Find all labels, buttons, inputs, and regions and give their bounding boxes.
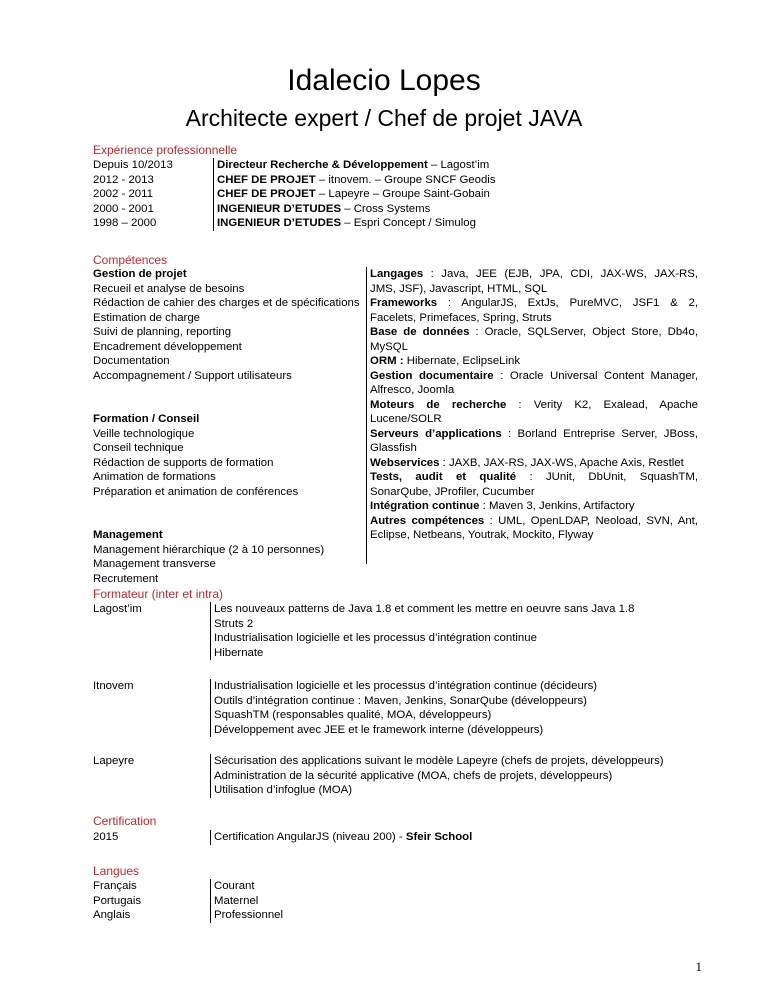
tech-line: Alfresco, Joomla: [370, 384, 455, 396]
tech-label: Frameworks: [370, 297, 438, 309]
certification-school: Sfeir School: [405, 831, 473, 843]
competence-item: Accompagnement / Support utilisateurs: [93, 369, 292, 382]
tech-value: : Borland Entreprise Server, JBoss,: [501, 427, 698, 440]
competence-group-title: Formation / Conseil: [93, 413, 200, 425]
tech-value: : JUnit, DbUnit, SquashTM,: [516, 471, 698, 483]
tech-label: Serveurs d’applications: [370, 427, 502, 440]
competence-item: Préparation et animation de conférences: [93, 485, 299, 498]
tech-line: JMS, JSF), Javascript, HTML, SQL: [370, 282, 548, 295]
formateur-items: [210, 754, 664, 798]
competence-item: Suivi de planning, reporting: [93, 326, 232, 338]
experience-date: Depuis 10/2013: [93, 159, 173, 171]
tech-value: : Oracle, SQLServer, Object Store, Db4o,: [469, 326, 698, 338]
tech-value: : Verity K2, Exalead, Apache: [506, 398, 698, 411]
page-number: 1: [695, 959, 702, 974]
langue-level: Courant: [214, 880, 255, 892]
competence-item: Management transverse: [93, 558, 216, 570]
certification-year: 2015: [93, 831, 119, 843]
tech-line: SonarQube, JProfiler, Cucumber: [370, 485, 535, 498]
competence-item: Animation de formations: [93, 471, 216, 483]
tech-line: [370, 296, 698, 311]
competence-item: Encadrement développement: [93, 340, 242, 353]
langue-name: Français: [93, 880, 137, 892]
experience-date: 2000 - 2001: [93, 202, 154, 215]
formateur-org: Itnovem: [93, 680, 134, 692]
competences-tech: [366, 267, 698, 564]
experience-org: – Lagost’im: [427, 159, 490, 171]
tech-value: : Oracle Universal Content Manager,: [493, 369, 698, 382]
experience-role: Directeur Recherche & Développement: [217, 159, 428, 171]
tech-value: : UML, OpenLDAP, Neoload, SVN, Ant,: [484, 514, 698, 527]
tech-line: Lucene/SOLR: [370, 413, 442, 425]
competences-left: [93, 267, 360, 586]
cv-name: Idalecio Lopes: [287, 64, 481, 97]
tech-value: : Maven 3, Jenkins, Artifactory: [479, 500, 635, 512]
tech-line: [370, 427, 698, 442]
formateur-item: Struts 2: [214, 617, 254, 630]
experience-item: [217, 187, 496, 202]
experience-org: – Lapeyre – Groupe Saint-Gobain: [315, 188, 490, 200]
formateur-item: Outils d’intégration continue : Maven, Jenkins, SonarQube (développeurs): [214, 694, 587, 707]
experience-org: – Espri Concept / Simulog: [341, 217, 476, 229]
experience-dates: [93, 158, 173, 231]
tech-label: Langages: [370, 268, 424, 280]
tech-value: : Java, JEE (EJB, JPA, CDI, JAX-WS, JAX-RS,: [423, 268, 698, 280]
formateur-item: Les nouveaux patterns de Java 1.8 et comment les mettre en oeuvre sans Java 1.8: [214, 603, 635, 615]
experience-org: – Cross Systems: [341, 202, 431, 215]
formateur-items: [210, 602, 634, 660]
tech-line: [370, 514, 698, 529]
tech-label: Gestion documentaire: [370, 369, 494, 382]
tech-line: [370, 267, 698, 282]
tech-value: Hibernate, EclipseLink: [403, 355, 521, 367]
formateur-org: Lapeyre: [93, 755, 135, 767]
formateur-item: Industrialisation logicielle et les processus d’intégration continue: [214, 632, 537, 644]
tech-line: MySQL: [370, 340, 408, 353]
competence-item: Veille technologique: [93, 427, 195, 440]
competence-item: Rédaction de supports de formation: [93, 456, 274, 469]
formateur-item: Administration de la sécurité applicative (MOA, chefs de projets, développeurs): [214, 769, 613, 782]
cv-title: Architecte expert / Chef de projet JAVA: [185, 105, 583, 131]
tech-line: [370, 456, 698, 471]
competence-item: Recrutement: [93, 572, 159, 585]
tech-line: [370, 398, 698, 413]
langue-level: Professionnel: [214, 909, 284, 921]
formateur-item: Utilisation d’infoglue (MOA): [214, 784, 353, 796]
competence-item: Documentation: [93, 355, 170, 367]
section-heading-competences: Compétences: [93, 253, 168, 267]
tech-line: [370, 499, 698, 514]
formateur-item: Hibernate: [214, 646, 264, 659]
tech-line: [370, 325, 698, 340]
langue-level: Maternel: [214, 894, 259, 907]
section-heading-certification: Certification: [93, 814, 157, 828]
tech-value: : JAXB, JAX-RS, JAX-WS, Apache Axis, Restlet: [439, 456, 684, 469]
tech-line: [370, 470, 698, 485]
formateur-item: SquashTM (responsables qualité, MOA, développeurs): [214, 709, 492, 721]
section-heading-langues: Langues: [93, 864, 140, 878]
experience-role: INGENIEUR D’ETUDES: [217, 202, 342, 215]
formateur-item: Industrialisation logicielle et les processus d’intégration continue (décideurs): [214, 680, 598, 692]
tech-line: Facelets, Primefaces, Spring, Struts: [370, 311, 552, 324]
competence-group-title: Management: [93, 529, 163, 541]
formateur-org: Lagost’im: [93, 603, 142, 615]
competence-item: Recueil et analyse de besoins: [93, 282, 245, 295]
experience-item: [217, 173, 496, 188]
formateur-item: Développement avec JEE et le framework interne (développeurs): [214, 723, 544, 736]
langues-list: [93, 879, 141, 923]
certification-text: Certification AngularJS (niveau 200) -: [214, 831, 406, 843]
tech-line: Eclipse, Netbeans, Youtrak, Mockito, Flyway: [370, 529, 594, 541]
experience-role: INGENIEUR D’ETUDES: [217, 217, 342, 229]
tech-line: [370, 354, 698, 369]
experience-item: [217, 158, 496, 173]
experience-item: [217, 202, 496, 217]
section-heading-experience: Expérience professionnelle: [93, 143, 238, 157]
langues-levels: [210, 879, 283, 923]
section-heading-formateur: Formateur (inter et intra): [93, 587, 224, 601]
experience-date: 1998 – 2000: [93, 217, 157, 229]
tech-line: [370, 369, 698, 384]
tech-label: Base de données: [370, 326, 470, 338]
tech-value: : AngularJS, ExtJs, PureMVC, JSF1 & 2,: [437, 297, 698, 309]
competence-item: Management hiérarchique (2 à 10 personnes): [93, 543, 325, 556]
certification-item: [210, 830, 472, 845]
experience-date: 2012 - 2013: [93, 173, 154, 186]
experience-roles: [213, 158, 496, 231]
tech-line: Glassfish: [370, 442, 417, 454]
experience-org: – itnovem. – Groupe SNCF Geodis: [315, 173, 496, 186]
tech-label: Intégration continue: [370, 500, 480, 512]
tech-label: Autres compétences: [370, 514, 485, 527]
formateur-items: [210, 679, 597, 737]
langue-name: Portugais: [93, 894, 142, 907]
tech-label: Webservices: [370, 456, 440, 469]
competence-item: Estimation de charge: [93, 311, 201, 324]
tech-label: Tests, audit et qualité: [370, 471, 517, 483]
formateur-item: Sécurisation des applications suivant le modèle Lapeyre (chefs de projets, développeurs): [214, 755, 664, 767]
experience-date: 2002 - 2011: [93, 188, 153, 200]
competence-item: Rédaction de cahier des charges et de spécifications: [93, 297, 360, 309]
experience-role: CHEF DE PROJET: [217, 188, 316, 200]
experience-role: CHEF DE PROJET: [217, 173, 316, 186]
tech-label: Moteurs de recherche: [370, 398, 507, 411]
langue-name: Anglais: [93, 909, 131, 921]
competence-item: Conseil technique: [93, 442, 184, 454]
experience-item: [217, 216, 496, 231]
tech-label: ORM :: [370, 355, 404, 367]
competence-group-title: Gestion de projet: [93, 268, 187, 280]
